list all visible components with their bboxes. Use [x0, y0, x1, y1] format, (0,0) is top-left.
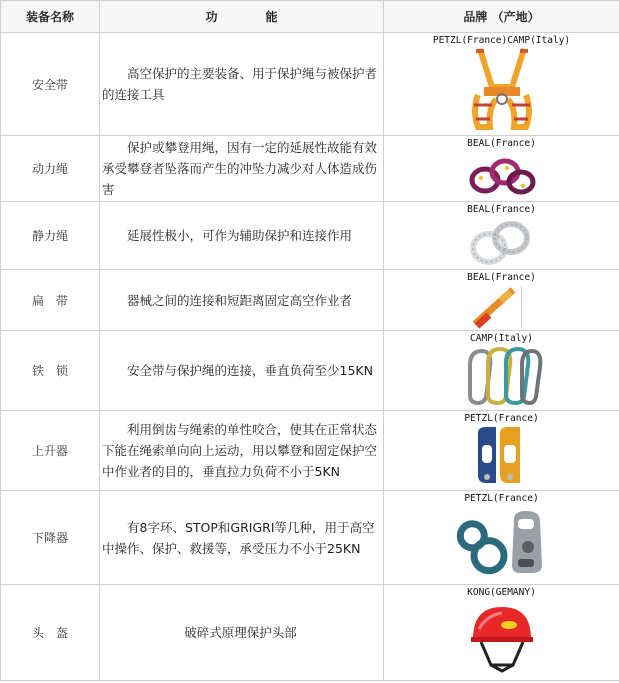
brand-cell — [384, 585, 619, 681]
table-row — [1, 33, 619, 136]
brand-origin: PETZL(France) — [464, 413, 539, 424]
static-rope-icon — [467, 216, 537, 268]
equipment-function — [100, 202, 384, 270]
equipment-function — [100, 331, 384, 411]
equipment-name: 下降器 — [1, 491, 100, 585]
dynamic-rope-icon — [467, 150, 537, 200]
header-function: 功 能 — [100, 1, 384, 33]
equipment-function — [100, 411, 384, 491]
ascender-icon — [470, 425, 534, 487]
brand-cell — [384, 270, 619, 331]
function-text: 利用倒齿与绳索的单性咬合，使其在正常状态下能在绳索单向向上运动，用以攀登和固定保护空中作业者的目的，垂直拉力负荷不小于5KN — [102, 422, 378, 479]
function-text: 有8字环、STOP和GRIGRI等几种，用于高空中操作、保护、救援等，承受压力不小于25KN — [102, 519, 375, 556]
descender-icon — [452, 505, 552, 577]
table-row — [1, 202, 619, 270]
table-row — [1, 331, 619, 411]
equipment-function — [100, 585, 384, 681]
brand-origin: BEAL(France) — [467, 138, 536, 149]
brand-origin: KONG(GEMANY) — [467, 587, 536, 598]
equipment-name: 动力绳 — [1, 136, 100, 202]
equipment-name: 静力绳 — [1, 202, 100, 270]
table-row — [1, 270, 619, 331]
function-text: 延展性极小，可作为辅助保护和连接作用 — [127, 228, 353, 243]
equipment-name: 上升器 — [1, 411, 100, 491]
equipment-name: 铁 锁 — [1, 331, 100, 411]
equipment-name: 扁 带 — [1, 270, 100, 331]
helmet-icon — [469, 599, 535, 675]
function-text: 高空保护的主要装备、用于保护绳与被保护者的连接工具 — [102, 66, 378, 102]
brand-cell — [384, 411, 619, 491]
function-text: 破碎式原理保护头部 — [184, 625, 297, 640]
harness-icon — [462, 47, 542, 133]
brand-cell — [384, 491, 619, 585]
webbing-sling-icon — [467, 284, 537, 330]
function-text: 保护或攀登用绳，因有一定的延展性故能有效承受攀登者坠落而产生的冲坠力减少对人体造成伤害 — [102, 140, 378, 197]
header-brand-origin: 品牌 （产地） — [384, 1, 619, 33]
equipment-function — [100, 33, 384, 136]
function-text: 器械之间的连接和短距离固定高空作业者 — [127, 292, 353, 308]
brand-cell — [384, 136, 619, 202]
equipment-function — [100, 136, 384, 202]
carabiner-icon — [460, 345, 544, 407]
equipment-function — [100, 270, 384, 331]
brand-cell — [384, 33, 619, 136]
header-row — [1, 1, 619, 33]
equipment-name: 头 盔 — [1, 585, 100, 681]
brand-origin: CAMP(Italy) — [470, 333, 533, 344]
table-row — [1, 585, 619, 681]
brand-cell — [384, 202, 619, 270]
table-row — [1, 491, 619, 585]
brand-cell — [384, 331, 619, 411]
function-text: 安全带与保护绳的连接，垂直负荷至少15KN — [127, 363, 373, 378]
brand-origin: BEAL(France) — [467, 204, 536, 215]
brand-origin: PETZL(France) — [464, 493, 539, 504]
brand-origin: PETZL(France)CAMP(Italy) — [432, 35, 571, 46]
table-row — [1, 411, 619, 491]
equipment-name: 安全带 — [1, 33, 100, 136]
brand-origin: BEAL(France) — [467, 272, 536, 283]
table-row — [1, 136, 619, 202]
equipment-function — [100, 491, 384, 585]
header-equipment-name: 装备名称 — [1, 1, 100, 33]
